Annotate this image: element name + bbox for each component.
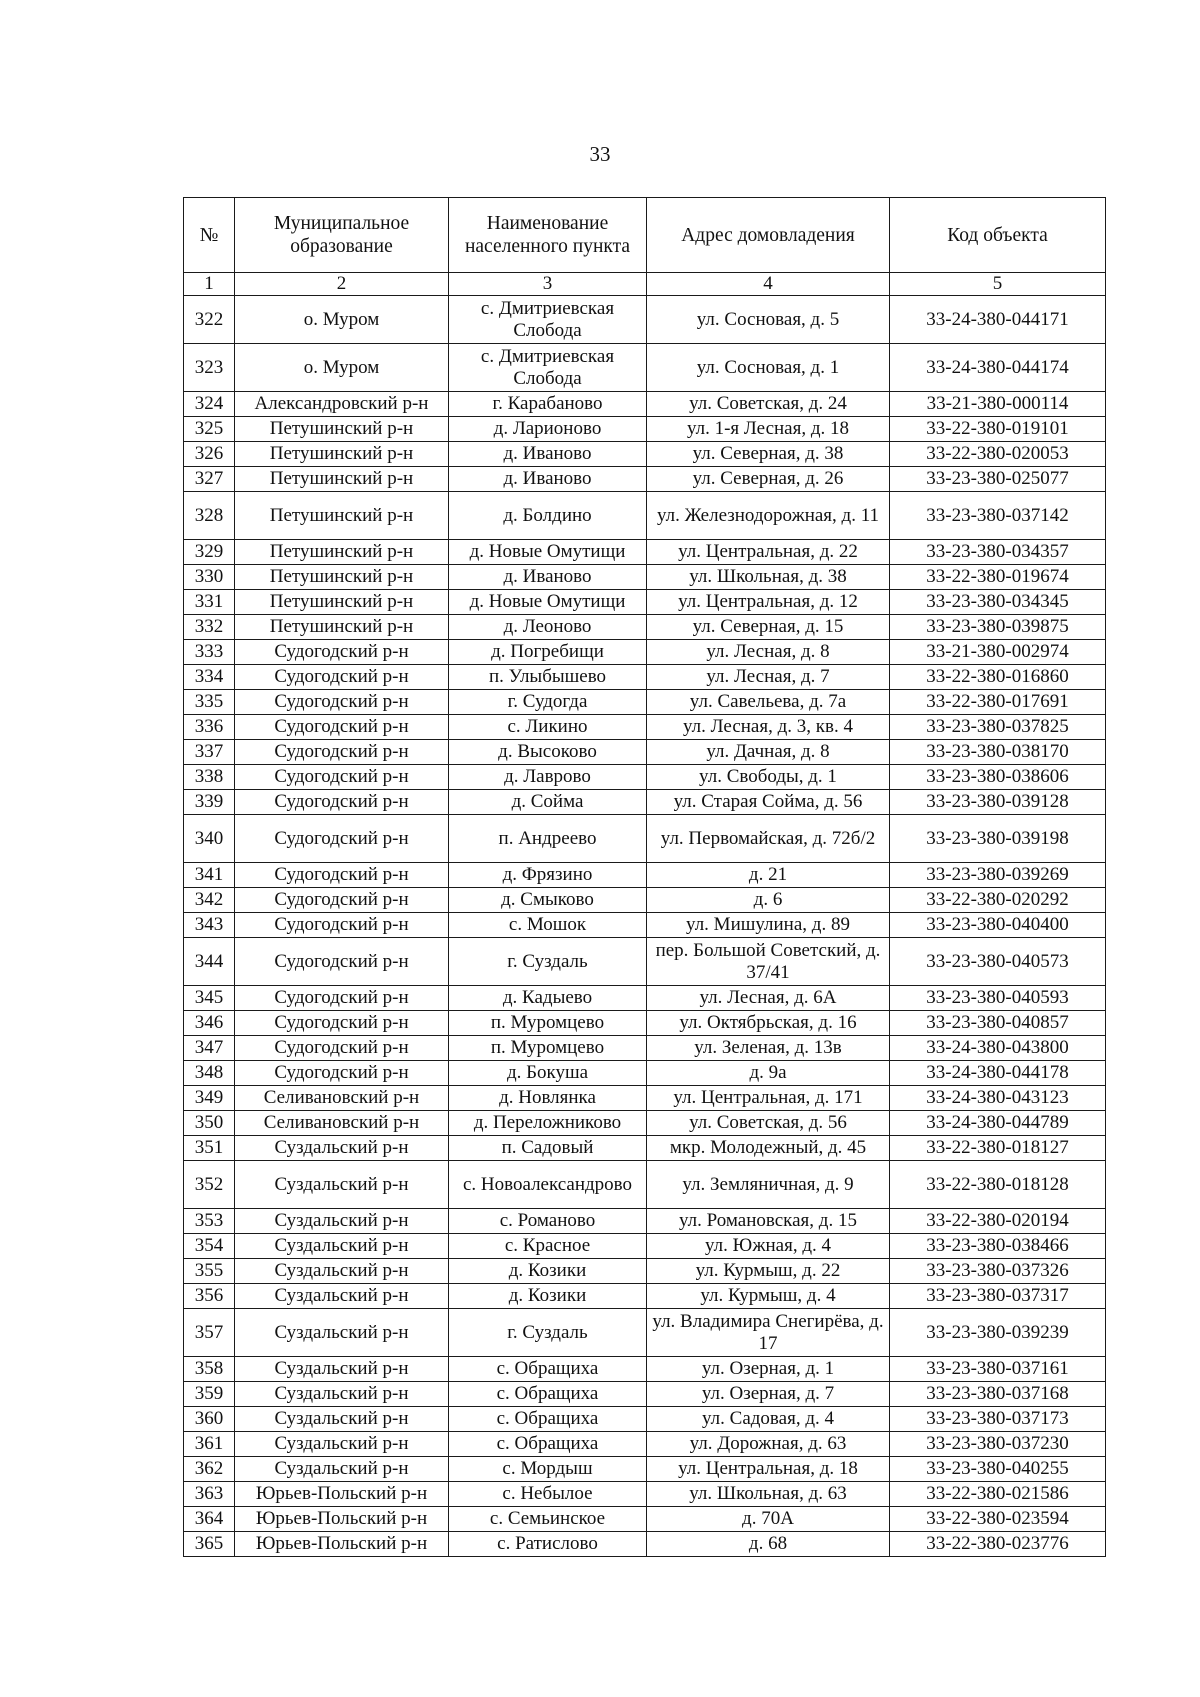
row-number: 335 xyxy=(184,690,235,715)
settlement-cell: д. Козики xyxy=(449,1259,647,1284)
table-row xyxy=(184,986,1106,1011)
row-number: 345 xyxy=(184,986,235,1011)
object-code-cell: 33-23-380-038170 xyxy=(890,740,1106,765)
municipality-cell: Судогодский р-н xyxy=(235,740,449,765)
address-cell: ул. Владимира Снегирёва, д. 17 xyxy=(647,1309,890,1357)
municipality-cell: Судогодский р-н xyxy=(235,863,449,888)
row-number: 322 xyxy=(184,296,235,344)
header-row xyxy=(184,198,1106,273)
municipality-cell: Петушинский р-н xyxy=(235,492,449,540)
municipality-cell: Селивановский р-н xyxy=(235,1111,449,1136)
municipality-cell: Судогодский р-н xyxy=(235,1011,449,1036)
row-number: 348 xyxy=(184,1061,235,1086)
table-row xyxy=(184,863,1106,888)
row-number: 360 xyxy=(184,1407,235,1432)
column-header-municipality: Муниципальное образование xyxy=(235,198,449,273)
settlement-cell: д. Погребищи xyxy=(449,640,647,665)
settlement-cell: г. Суздаль xyxy=(449,1309,647,1357)
settlement-cell: с. Обращиха xyxy=(449,1432,647,1457)
table-row xyxy=(184,1209,1106,1234)
municipality-cell: Судогодский р-н xyxy=(235,665,449,690)
municipality-cell: Суздальский р-н xyxy=(235,1136,449,1161)
settlement-cell: д. Козики xyxy=(449,1284,647,1309)
address-cell: ул. Лесная, д. 3, кв. 4 xyxy=(647,715,890,740)
object-code-cell: 33-24-380-044174 xyxy=(890,344,1106,392)
address-cell: д. 21 xyxy=(647,863,890,888)
municipality-cell: Судогодский р-н xyxy=(235,986,449,1011)
table-row xyxy=(184,665,1106,690)
object-code-cell: 33-23-380-037142 xyxy=(890,492,1106,540)
address-cell: ул. Земляничная, д. 9 xyxy=(647,1161,890,1209)
row-number: 365 xyxy=(184,1532,235,1557)
municipality-cell: Суздальский р-н xyxy=(235,1407,449,1432)
object-code-cell: 33-22-380-020194 xyxy=(890,1209,1106,1234)
settlement-cell: д. Иваново xyxy=(449,565,647,590)
settlement-cell: с. Мошок xyxy=(449,913,647,938)
address-cell: ул. Южная, д. 4 xyxy=(647,1234,890,1259)
row-number: 351 xyxy=(184,1136,235,1161)
object-code-cell: 33-23-380-034345 xyxy=(890,590,1106,615)
table-row xyxy=(184,417,1106,442)
object-code-cell: 33-22-380-017691 xyxy=(890,690,1106,715)
object-code-cell: 33-23-380-039128 xyxy=(890,790,1106,815)
municipality-cell: Петушинский р-н xyxy=(235,417,449,442)
row-number: 353 xyxy=(184,1209,235,1234)
settlement-cell: д. Иваново xyxy=(449,467,647,492)
table-row xyxy=(184,1259,1106,1284)
row-number: 330 xyxy=(184,565,235,590)
object-code-cell: 33-23-380-037230 xyxy=(890,1432,1106,1457)
row-number: 352 xyxy=(184,1161,235,1209)
table-row xyxy=(184,1357,1106,1382)
municipality-cell: Юрьев-Польский р-н xyxy=(235,1532,449,1557)
row-number: 336 xyxy=(184,715,235,740)
object-code-cell: 33-23-380-038606 xyxy=(890,765,1106,790)
address-cell: ул. Свободы, д. 1 xyxy=(647,765,890,790)
object-code-cell: 33-23-380-037168 xyxy=(890,1382,1106,1407)
row-number: 356 xyxy=(184,1284,235,1309)
row-number: 332 xyxy=(184,615,235,640)
settlement-cell: с. Ратислово xyxy=(449,1532,647,1557)
municipality-cell: Селивановский р-н xyxy=(235,1086,449,1111)
object-code-cell: 33-24-380-044178 xyxy=(890,1061,1106,1086)
row-number: 343 xyxy=(184,913,235,938)
object-code-cell: 33-23-380-034357 xyxy=(890,540,1106,565)
column-header-number: № xyxy=(184,198,235,273)
municipality-cell: Петушинский р-н xyxy=(235,540,449,565)
municipality-cell: Судогодский р-н xyxy=(235,1036,449,1061)
row-number: 364 xyxy=(184,1507,235,1532)
table-row xyxy=(184,1111,1106,1136)
address-cell: пер. Большой Советский, д. 37/41 xyxy=(647,938,890,986)
row-number: 326 xyxy=(184,442,235,467)
row-number: 328 xyxy=(184,492,235,540)
object-code-cell: 33-23-380-037326 xyxy=(890,1259,1106,1284)
address-cell: ул. Школьная, д. 38 xyxy=(647,565,890,590)
row-number: 333 xyxy=(184,640,235,665)
column-number: 2 xyxy=(235,273,449,296)
row-number: 347 xyxy=(184,1036,235,1061)
settlement-cell: с. Дмитриевская Слобода xyxy=(449,344,647,392)
table-row xyxy=(184,1036,1106,1061)
municipality-cell: Судогодский р-н xyxy=(235,888,449,913)
row-number: 339 xyxy=(184,790,235,815)
municipality-cell: Судогодский р-н xyxy=(235,690,449,715)
object-code-cell: 33-23-380-037317 xyxy=(890,1284,1106,1309)
table-row xyxy=(184,590,1106,615)
table-row xyxy=(184,1309,1106,1357)
object-code-cell: 33-23-380-025077 xyxy=(890,467,1106,492)
column-numbers-row xyxy=(184,273,1106,296)
table-row xyxy=(184,1161,1106,1209)
table-row xyxy=(184,1482,1106,1507)
object-code-cell: 33-22-380-019101 xyxy=(890,417,1106,442)
row-number: 349 xyxy=(184,1086,235,1111)
municipality-cell: Судогодский р-н xyxy=(235,715,449,740)
row-number: 325 xyxy=(184,417,235,442)
table-row xyxy=(184,442,1106,467)
table-row xyxy=(184,913,1106,938)
column-number: 3 xyxy=(449,273,647,296)
settlement-cell: д. Смыково xyxy=(449,888,647,913)
settlement-cell: с. Дмитриевская Слобода xyxy=(449,296,647,344)
municipality-cell: Суздальский р-н xyxy=(235,1234,449,1259)
object-code-cell: 33-23-380-040400 xyxy=(890,913,1106,938)
object-code-cell: 33-23-380-040857 xyxy=(890,1011,1106,1036)
settlement-cell: с. Ликино xyxy=(449,715,647,740)
address-cell: ул. Лесная, д. 7 xyxy=(647,665,890,690)
row-number: 334 xyxy=(184,665,235,690)
address-cell: ул. Савельева, д. 7а xyxy=(647,690,890,715)
municipality-cell: Петушинский р-н xyxy=(235,615,449,640)
settlement-cell: д. Фрязино xyxy=(449,863,647,888)
column-header-object-code: Код объекта xyxy=(890,198,1106,273)
table-row xyxy=(184,296,1106,344)
row-number: 346 xyxy=(184,1011,235,1036)
object-code-cell: 33-23-380-039875 xyxy=(890,615,1106,640)
settlement-cell: п. Андреево xyxy=(449,815,647,863)
municipality-cell: Судогодский р-н xyxy=(235,1061,449,1086)
row-number: 338 xyxy=(184,765,235,790)
settlement-cell: д. Болдино xyxy=(449,492,647,540)
settlement-cell: п. Муромцево xyxy=(449,1036,647,1061)
row-number: 337 xyxy=(184,740,235,765)
settlement-cell: с. Семьинское xyxy=(449,1507,647,1532)
table-row xyxy=(184,1284,1106,1309)
row-number: 357 xyxy=(184,1309,235,1357)
object-code-cell: 33-23-380-039239 xyxy=(890,1309,1106,1357)
table-row xyxy=(184,1507,1106,1532)
municipality-cell: Петушинский р-н xyxy=(235,565,449,590)
address-cell: ул. 1-я Лесная, д. 18 xyxy=(647,417,890,442)
municipality-cell: Судогодский р-н xyxy=(235,765,449,790)
address-cell: ул. Советская, д. 24 xyxy=(647,392,890,417)
municipality-cell: Суздальский р-н xyxy=(235,1357,449,1382)
table-row xyxy=(184,1136,1106,1161)
settlement-cell: с. Новоалександрово xyxy=(449,1161,647,1209)
address-cell: ул. Советская, д. 56 xyxy=(647,1111,890,1136)
object-code-cell: 33-22-380-023594 xyxy=(890,1507,1106,1532)
row-number: 324 xyxy=(184,392,235,417)
page-number: 33 xyxy=(589,142,611,166)
table-row xyxy=(184,1382,1106,1407)
table-row xyxy=(184,888,1106,913)
address-cell: ул. Романовская, д. 15 xyxy=(647,1209,890,1234)
settlement-cell: с. Красное xyxy=(449,1234,647,1259)
address-cell: ул. Озерная, д. 1 xyxy=(647,1357,890,1382)
address-cell: ул. Северная, д. 38 xyxy=(647,442,890,467)
table-row xyxy=(184,392,1106,417)
object-code-cell: 33-21-380-000114 xyxy=(890,392,1106,417)
settlement-cell: п. Садовый xyxy=(449,1136,647,1161)
address-cell: д. 9а xyxy=(647,1061,890,1086)
settlement-cell: г. Суздаль xyxy=(449,938,647,986)
column-number: 1 xyxy=(184,273,235,296)
object-code-cell: 33-23-380-038466 xyxy=(890,1234,1106,1259)
table-row xyxy=(184,615,1106,640)
settlement-cell: д. Новлянка xyxy=(449,1086,647,1111)
table-row xyxy=(184,1234,1106,1259)
settlement-cell: д. Высоково xyxy=(449,740,647,765)
municipality-cell: Суздальский р-н xyxy=(235,1259,449,1284)
address-cell: ул. Зеленая, д. 13в xyxy=(647,1036,890,1061)
address-cell: ул. Первомайская, д. 72б/2 xyxy=(647,815,890,863)
address-cell: мкр. Молодежный, д. 45 xyxy=(647,1136,890,1161)
table-row xyxy=(184,1086,1106,1111)
row-number: 340 xyxy=(184,815,235,863)
object-code-cell: 33-21-380-002974 xyxy=(890,640,1106,665)
municipality-cell: Юрьев-Польский р-н xyxy=(235,1482,449,1507)
settlement-cell: д. Лаврово xyxy=(449,765,647,790)
address-cell: ул. Курмыш, д. 22 xyxy=(647,1259,890,1284)
table-row xyxy=(184,1061,1106,1086)
row-number: 327 xyxy=(184,467,235,492)
row-number: 344 xyxy=(184,938,235,986)
municipality-cell: Суздальский р-н xyxy=(235,1382,449,1407)
settlement-cell: п. Муромцево xyxy=(449,1011,647,1036)
address-cell: ул. Школьная, д. 63 xyxy=(647,1482,890,1507)
address-cell: ул. Центральная, д. 12 xyxy=(647,590,890,615)
address-cell: ул. Садовая, д. 4 xyxy=(647,1407,890,1432)
municipality-cell: Юрьев-Польский р-н xyxy=(235,1507,449,1532)
object-code-cell: 33-23-380-040255 xyxy=(890,1457,1106,1482)
object-code-cell: 33-23-380-040593 xyxy=(890,986,1106,1011)
row-number: 355 xyxy=(184,1259,235,1284)
settlement-cell: д. Новые Омутищи xyxy=(449,590,647,615)
row-number: 362 xyxy=(184,1457,235,1482)
municipality-cell: Петушинский р-н xyxy=(235,590,449,615)
table-row xyxy=(184,715,1106,740)
table-row xyxy=(184,815,1106,863)
municipality-cell: Петушинский р-н xyxy=(235,467,449,492)
address-cell: ул. Старая Сойма, д. 56 xyxy=(647,790,890,815)
settlement-cell: с. Обращиха xyxy=(449,1407,647,1432)
settlement-cell: д. Кадыево xyxy=(449,986,647,1011)
settlement-cell: с. Обращиха xyxy=(449,1382,647,1407)
address-cell: ул. Дачная, д. 8 xyxy=(647,740,890,765)
address-cell: ул. Октябрьская, д. 16 xyxy=(647,1011,890,1036)
municipality-cell: о. Муром xyxy=(235,296,449,344)
address-cell: ул. Центральная, д. 171 xyxy=(647,1086,890,1111)
municipality-cell: Судогодский р-н xyxy=(235,913,449,938)
table-body xyxy=(184,296,1106,1557)
object-code-cell: 33-22-380-023776 xyxy=(890,1532,1106,1557)
row-number: 359 xyxy=(184,1382,235,1407)
table-row xyxy=(184,938,1106,986)
address-cell: ул. Сосновая, д. 1 xyxy=(647,344,890,392)
settlement-cell: д. Новые Омутищи xyxy=(449,540,647,565)
address-cell: ул. Центральная, д. 18 xyxy=(647,1457,890,1482)
table-row xyxy=(184,540,1106,565)
row-number: 363 xyxy=(184,1482,235,1507)
address-cell: д. 6 xyxy=(647,888,890,913)
settlement-cell: г. Судогда xyxy=(449,690,647,715)
municipality-cell: Суздальский р-н xyxy=(235,1432,449,1457)
object-code-cell: 33-23-380-037161 xyxy=(890,1357,1106,1382)
address-cell: ул. Северная, д. 15 xyxy=(647,615,890,640)
municipality-cell: Судогодский р-н xyxy=(235,938,449,986)
address-cell: д. 70А xyxy=(647,1507,890,1532)
municipality-cell: Суздальский р-н xyxy=(235,1161,449,1209)
address-cell: ул. Центральная, д. 22 xyxy=(647,540,890,565)
municipality-cell: Судогодский р-н xyxy=(235,640,449,665)
settlement-cell: д. Бокуша xyxy=(449,1061,647,1086)
object-code-cell: 33-22-380-021586 xyxy=(890,1482,1106,1507)
municipality-cell: о. Муром xyxy=(235,344,449,392)
municipality-cell: Петушинский р-н xyxy=(235,442,449,467)
address-cell: ул. Лесная, д. 6А xyxy=(647,986,890,1011)
row-number: 323 xyxy=(184,344,235,392)
object-code-cell: 33-22-380-020292 xyxy=(890,888,1106,913)
address-cell: ул. Курмыш, д. 4 xyxy=(647,1284,890,1309)
address-cell: ул. Лесная, д. 8 xyxy=(647,640,890,665)
municipality-cell: Судогодский р-н xyxy=(235,815,449,863)
object-code-cell: 33-24-380-044171 xyxy=(890,296,1106,344)
settlement-cell: д. Ларионово xyxy=(449,417,647,442)
settlement-cell: д. Переложниково xyxy=(449,1111,647,1136)
table-row xyxy=(184,1457,1106,1482)
address-cell: ул. Северная, д. 26 xyxy=(647,467,890,492)
row-number: 329 xyxy=(184,540,235,565)
column-number: 5 xyxy=(890,273,1106,296)
column-number: 4 xyxy=(647,273,890,296)
address-cell: ул. Железнодорожная, д. 11 xyxy=(647,492,890,540)
object-code-cell: 33-23-380-039269 xyxy=(890,863,1106,888)
row-number: 358 xyxy=(184,1357,235,1382)
settlement-cell: с. Романово xyxy=(449,1209,647,1234)
municipality-cell: Суздальский р-н xyxy=(235,1457,449,1482)
object-code-cell: 33-23-380-037173 xyxy=(890,1407,1106,1432)
object-code-cell: 33-22-380-020053 xyxy=(890,442,1106,467)
address-cell: ул. Сосновая, д. 5 xyxy=(647,296,890,344)
column-header-settlement: Наименование населенного пункта xyxy=(449,198,647,273)
settlement-cell: д. Сойма xyxy=(449,790,647,815)
households-table xyxy=(183,197,1106,1557)
address-cell: ул. Озерная, д. 7 xyxy=(647,1382,890,1407)
municipality-cell: Александровский р-н xyxy=(235,392,449,417)
municipality-cell: Суздальский р-н xyxy=(235,1284,449,1309)
object-code-cell: 33-24-380-043800 xyxy=(890,1036,1106,1061)
object-code-cell: 33-23-380-037825 xyxy=(890,715,1106,740)
municipality-cell: Суздальский р-н xyxy=(235,1209,449,1234)
table-row xyxy=(184,690,1106,715)
table-row xyxy=(184,765,1106,790)
settlement-cell: с. Небылое xyxy=(449,1482,647,1507)
object-code-cell: 33-24-380-043123 xyxy=(890,1086,1106,1111)
municipality-cell: Суздальский р-н xyxy=(235,1309,449,1357)
address-cell: д. 68 xyxy=(647,1532,890,1557)
settlement-cell: д. Леоново xyxy=(449,615,647,640)
row-number: 331 xyxy=(184,590,235,615)
settlement-cell: д. Иваново xyxy=(449,442,647,467)
table-row xyxy=(184,640,1106,665)
table-row xyxy=(184,1407,1106,1432)
settlement-cell: г. Карабаново xyxy=(449,392,647,417)
table-row xyxy=(184,565,1106,590)
settlement-cell: с. Мордыш xyxy=(449,1457,647,1482)
row-number: 361 xyxy=(184,1432,235,1457)
object-code-cell: 33-23-380-039198 xyxy=(890,815,1106,863)
address-cell: ул. Мишулина, д. 89 xyxy=(647,913,890,938)
table-row xyxy=(184,492,1106,540)
municipality-cell: Судогодский р-н xyxy=(235,790,449,815)
table-row xyxy=(184,790,1106,815)
object-code-cell: 33-24-380-044789 xyxy=(890,1111,1106,1136)
table-row xyxy=(184,344,1106,392)
settlement-cell: п. Улыбышево xyxy=(449,665,647,690)
object-code-cell: 33-23-380-040573 xyxy=(890,938,1106,986)
table-row xyxy=(184,1432,1106,1457)
table-row xyxy=(184,740,1106,765)
table-row xyxy=(184,1011,1106,1036)
object-code-cell: 33-22-380-019674 xyxy=(890,565,1106,590)
object-code-cell: 33-22-380-018128 xyxy=(890,1161,1106,1209)
settlement-cell: с. Обращиха xyxy=(449,1357,647,1382)
address-cell: ул. Дорожная, д. 63 xyxy=(647,1432,890,1457)
row-number: 354 xyxy=(184,1234,235,1259)
object-code-cell: 33-22-380-018127 xyxy=(890,1136,1106,1161)
table-row xyxy=(184,467,1106,492)
object-code-cell: 33-22-380-016860 xyxy=(890,665,1106,690)
table-row xyxy=(184,1532,1106,1557)
row-number: 341 xyxy=(184,863,235,888)
column-header-address: Адрес домовладения xyxy=(647,198,890,273)
row-number: 350 xyxy=(184,1111,235,1136)
row-number: 342 xyxy=(184,888,235,913)
